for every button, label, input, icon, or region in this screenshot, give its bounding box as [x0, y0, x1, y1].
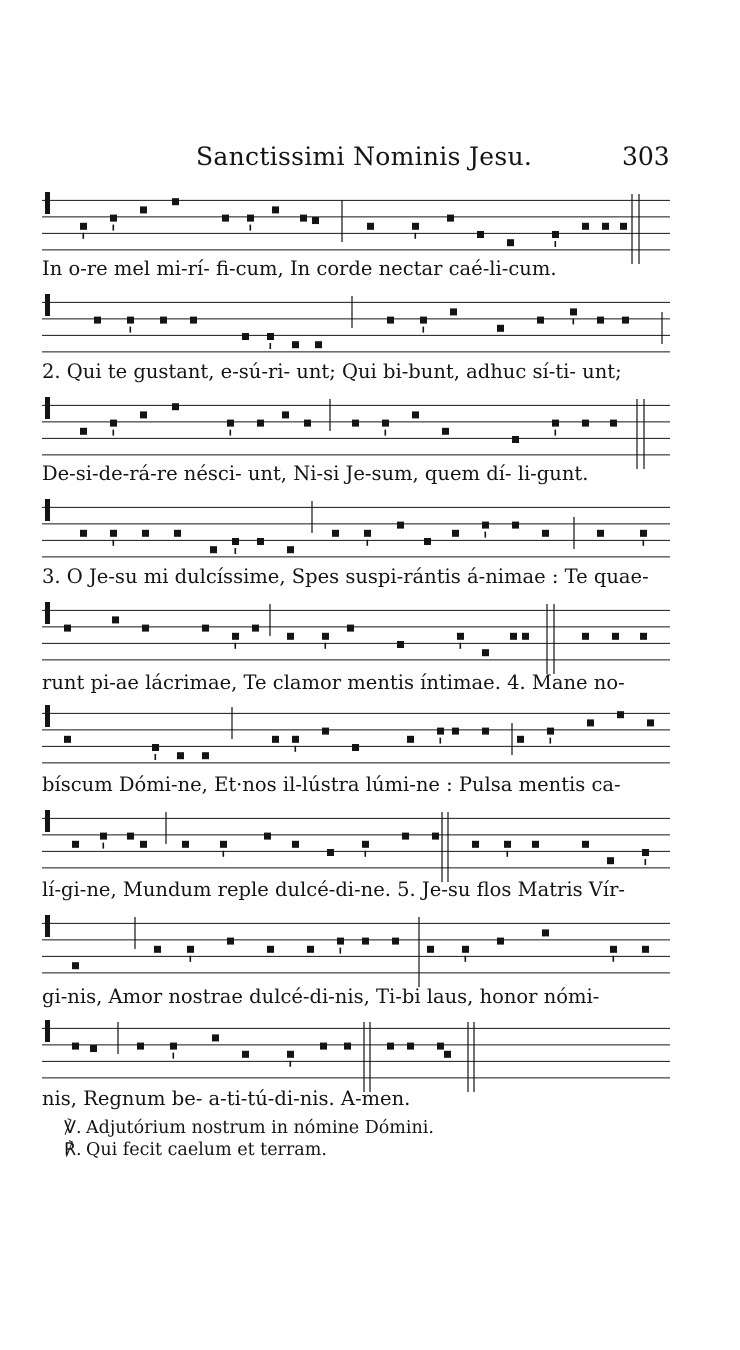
lyric-line: runt pi-ae lácrimae, Te clamor mentis íntimae. 4. Mane no-	[42, 671, 625, 694]
neume-note	[160, 317, 167, 324]
neume-note	[257, 538, 264, 545]
neume-note	[407, 736, 414, 743]
neume-note	[420, 317, 427, 324]
neume-note	[292, 341, 299, 348]
neume-note	[452, 728, 459, 735]
staff-lines	[42, 806, 670, 882]
neume-note	[407, 1043, 414, 1050]
neume-note	[570, 308, 577, 315]
neume-note	[640, 530, 647, 537]
neume-note	[622, 317, 629, 324]
episema-mark	[613, 956, 615, 962]
neume-note	[210, 546, 217, 553]
neume-note	[512, 436, 519, 443]
neume-note	[412, 411, 419, 418]
neume-note	[597, 530, 604, 537]
music-staff	[42, 188, 670, 264]
episema-mark	[113, 225, 115, 231]
neume-note	[387, 317, 394, 324]
neume-note	[315, 341, 322, 348]
neume-note	[332, 530, 339, 537]
neume-note	[482, 522, 489, 529]
neume-note	[642, 946, 649, 953]
neume-note	[220, 841, 227, 848]
lyric-line: 3. O Je-su mi dulcíssime, Spes suspi-rántis á-nimae : Te quae-	[42, 565, 649, 588]
neume-note	[522, 633, 529, 640]
neume-note	[267, 333, 274, 340]
neume-note	[202, 625, 209, 632]
neume-note	[137, 1043, 144, 1050]
episema-mark	[643, 540, 645, 546]
neume-note	[172, 198, 179, 205]
neume-note	[110, 530, 117, 537]
episema-mark	[235, 548, 237, 554]
neume-note	[472, 841, 479, 848]
neume-note	[140, 206, 147, 213]
neume-note	[447, 215, 454, 222]
neume-note	[392, 938, 399, 945]
episema-mark	[423, 327, 425, 333]
lyric-line: bíscum Dómi-ne, Et·nos il-lústra lúmi-ne : Pulsa mentis ca-	[42, 773, 621, 796]
neume-note	[437, 1043, 444, 1050]
lyric-line: In o-re mel mi-rí- fi-cum, In corde nectar caé-li-cum.	[42, 257, 557, 280]
neume-note	[100, 833, 107, 840]
response	[64, 1140, 327, 1160]
neume-note	[382, 420, 389, 427]
episema-mark	[290, 1061, 292, 1067]
clef-icon	[45, 294, 50, 316]
neume-note	[252, 625, 259, 632]
music-staff	[42, 393, 670, 469]
music-staff	[42, 495, 670, 571]
neume-note	[344, 1043, 351, 1050]
neume-note	[222, 215, 229, 222]
staff-lines	[42, 1016, 670, 1092]
neume-note	[127, 317, 134, 324]
neume-note	[312, 217, 319, 224]
music-staff	[42, 911, 670, 987]
neume-note	[72, 841, 79, 848]
neume-note	[187, 946, 194, 953]
episema-mark	[340, 948, 342, 954]
episema-mark	[223, 851, 225, 857]
lyric-line: De-si-de-rá-re nésci- unt, Ni-si Je-sum, quem dí- li-gunt.	[42, 462, 589, 485]
lyric-line: lí-gi-ne, Mundum reple dulcé-di-ne. 5. Je-su flos Matris Vír-	[42, 878, 626, 901]
neume-note	[140, 841, 147, 848]
episema-mark	[415, 233, 417, 239]
response-symbol: ℟.	[64, 1140, 82, 1160]
neume-note	[620, 223, 627, 230]
neume-note	[582, 420, 589, 427]
clef-icon	[45, 705, 50, 727]
episema-mark	[230, 430, 232, 436]
neume-note	[504, 841, 511, 848]
neume-note	[610, 946, 617, 953]
neume-note	[647, 719, 654, 726]
neume-note	[80, 223, 87, 230]
neume-note	[597, 317, 604, 324]
music-staff	[42, 701, 670, 777]
neume-note	[154, 946, 161, 953]
clef-icon	[45, 810, 50, 832]
neume-note	[367, 223, 374, 230]
neume-note	[582, 633, 589, 640]
neume-note	[537, 317, 544, 324]
neume-note	[582, 841, 589, 848]
neume-note	[607, 857, 614, 864]
neume-note	[190, 317, 197, 324]
neume-note	[364, 530, 371, 537]
episema-mark	[250, 225, 252, 231]
neume-note	[610, 420, 617, 427]
neume-note	[402, 833, 409, 840]
neume-note	[257, 420, 264, 427]
running-title: Sanctissimi Nominis Jesu.	[196, 142, 533, 171]
neume-note	[242, 333, 249, 340]
neume-note	[517, 736, 524, 743]
neume-note	[427, 946, 434, 953]
neume-note	[450, 308, 457, 315]
neume-note	[412, 223, 419, 230]
neume-note	[300, 215, 307, 222]
neume-note	[387, 1043, 394, 1050]
versicle-text: Adjutórium nostrum in nómine Dómini.	[86, 1118, 434, 1138]
neume-note	[152, 744, 159, 751]
episema-mark	[385, 430, 387, 436]
episema-mark	[555, 430, 557, 436]
neume-note	[322, 633, 329, 640]
clef-icon	[45, 192, 50, 214]
neume-note	[142, 530, 149, 537]
neume-note	[227, 938, 234, 945]
neume-note	[264, 833, 271, 840]
neume-note	[352, 744, 359, 751]
neume-note	[212, 1034, 219, 1041]
response-text: Qui fecit caelum et terram.	[86, 1140, 327, 1160]
episema-mark	[645, 859, 647, 865]
clef-icon	[45, 915, 50, 937]
staff-lines	[42, 188, 670, 264]
episema-mark	[190, 956, 192, 962]
versicle	[64, 1118, 434, 1138]
lyric-line: 2. Qui te gustant, e-sú-ri- unt; Qui bi-bunt, adhuc sí-ti- unt;	[42, 360, 622, 383]
neume-note	[552, 420, 559, 427]
neume-note	[542, 530, 549, 537]
neume-note	[64, 736, 71, 743]
neume-note	[397, 641, 404, 648]
neume-note	[142, 625, 149, 632]
neume-note	[477, 231, 484, 238]
neume-note	[640, 633, 647, 640]
neume-note	[202, 752, 209, 759]
neume-note	[444, 1051, 451, 1058]
neume-note	[362, 938, 369, 945]
clef-icon	[45, 499, 50, 521]
neume-note	[232, 633, 239, 640]
episema-mark	[367, 540, 369, 546]
neume-note	[582, 223, 589, 230]
neume-note	[442, 428, 449, 435]
episema-mark	[113, 430, 115, 436]
neume-note	[547, 728, 554, 735]
neume-note	[327, 849, 334, 856]
neume-note	[287, 546, 294, 553]
neume-note	[72, 1043, 79, 1050]
neume-note	[497, 938, 504, 945]
staff-lines	[42, 393, 670, 469]
neume-note	[172, 403, 179, 410]
neume-note	[602, 223, 609, 230]
neume-note	[507, 239, 514, 246]
neume-note	[242, 1051, 249, 1058]
episema-mark	[555, 241, 557, 247]
neume-note	[304, 420, 311, 427]
episema-mark	[365, 851, 367, 857]
neume-note	[110, 420, 117, 427]
neume-note	[362, 841, 369, 848]
neume-note	[267, 946, 274, 953]
clef-icon	[45, 1020, 50, 1042]
neume-note	[64, 625, 71, 632]
neume-note	[232, 538, 239, 545]
neume-note	[127, 833, 134, 840]
neume-note	[617, 711, 624, 718]
staff-lines	[42, 911, 670, 987]
versicle-symbol: ℣.	[64, 1118, 82, 1138]
neume-note	[170, 1043, 177, 1050]
neume-note	[462, 946, 469, 953]
episema-mark	[440, 738, 442, 744]
episema-mark	[235, 643, 237, 649]
neume-note	[642, 849, 649, 856]
neume-note	[587, 719, 594, 726]
neume-note	[287, 1051, 294, 1058]
neume-note	[352, 420, 359, 427]
music-staff	[42, 290, 670, 366]
neume-note	[272, 736, 279, 743]
neume-note	[90, 1045, 97, 1052]
episema-mark	[573, 318, 575, 324]
neume-note	[322, 728, 329, 735]
neume-note	[437, 728, 444, 735]
neume-note	[292, 736, 299, 743]
neume-note	[482, 649, 489, 656]
episema-mark	[465, 956, 467, 962]
neume-note	[227, 420, 234, 427]
clef-icon	[45, 602, 50, 624]
neume-note	[272, 206, 279, 213]
neume-note	[112, 616, 119, 623]
neume-note	[307, 946, 314, 953]
staff-lines	[42, 290, 670, 366]
music-staff	[42, 598, 670, 674]
neume-note	[510, 633, 517, 640]
neume-note	[110, 215, 117, 222]
episema-mark	[83, 233, 85, 239]
episema-mark	[460, 643, 462, 649]
episema-mark	[113, 540, 115, 546]
neume-note	[94, 317, 101, 324]
neume-note	[397, 522, 404, 529]
episema-mark	[103, 843, 105, 849]
episema-mark	[270, 343, 272, 349]
neume-note	[177, 752, 184, 759]
neume-note	[532, 841, 539, 848]
neume-note	[432, 833, 439, 840]
episema-mark	[295, 746, 297, 752]
staff-lines	[42, 701, 670, 777]
episema-mark	[173, 1053, 175, 1059]
episema-mark	[155, 754, 157, 760]
neume-note	[347, 625, 354, 632]
neume-note	[452, 530, 459, 537]
neume-note	[612, 633, 619, 640]
page-number: 303	[622, 142, 670, 171]
neume-note	[182, 841, 189, 848]
neume-note	[482, 728, 489, 735]
neume-note	[287, 633, 294, 640]
music-staff	[42, 1016, 670, 1092]
neume-note	[72, 962, 79, 969]
neume-note	[337, 938, 344, 945]
neume-note	[174, 530, 181, 537]
neume-note	[512, 522, 519, 529]
episema-mark	[485, 532, 487, 538]
neume-note	[292, 841, 299, 848]
episema-mark	[507, 851, 509, 857]
staff-lines	[42, 495, 670, 571]
neume-note	[247, 215, 254, 222]
lyric-line: nis, Regnum be- a-ti-tú-di-nis. A-men.	[42, 1087, 411, 1110]
neume-note	[140, 411, 147, 418]
neume-note	[497, 325, 504, 332]
clef-icon	[45, 397, 50, 419]
neume-note	[80, 530, 87, 537]
episema-mark	[550, 738, 552, 744]
neume-note	[282, 411, 289, 418]
staff-lines	[42, 598, 670, 674]
neume-note	[80, 428, 87, 435]
episema-mark	[130, 327, 132, 333]
music-staff	[42, 806, 670, 882]
neume-note	[457, 633, 464, 640]
neume-note	[542, 929, 549, 936]
page-header	[0, 142, 740, 182]
neume-note	[552, 231, 559, 238]
episema-mark	[325, 643, 327, 649]
lyric-line: gi-nis, Amor nostrae dulcé-di-nis, Ti-bi laus, honor nómi-	[42, 985, 600, 1008]
neume-note	[424, 538, 431, 545]
neume-note	[320, 1043, 327, 1050]
